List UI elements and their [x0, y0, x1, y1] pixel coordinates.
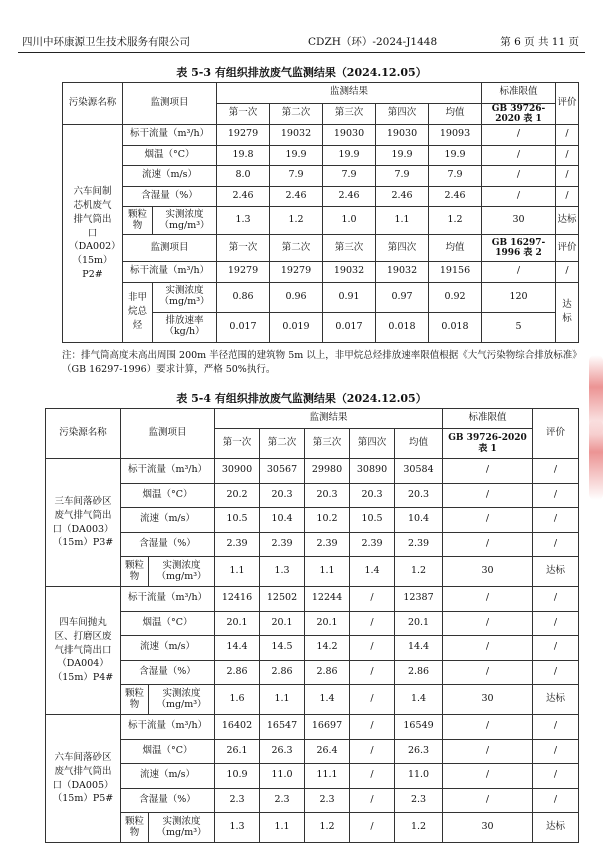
eval-cell: /	[533, 788, 579, 813]
value-cell: 20.3	[350, 483, 395, 508]
limit-cell: /	[443, 764, 533, 789]
header-results: 监测结果	[217, 83, 482, 104]
value-cell: 1.3	[260, 557, 305, 587]
table-5-4	[45, 408, 579, 843]
header-standard: GB 39726-2020 表 1	[482, 103, 556, 125]
value-cell: 20.1	[260, 611, 305, 636]
value-cell: 26.3	[260, 739, 305, 764]
value-cell: 1.3	[217, 207, 270, 235]
value-cell: 10.2	[305, 508, 350, 533]
eval-cell: /	[533, 660, 579, 685]
table-row	[63, 262, 579, 283]
value-cell: 2.39	[305, 532, 350, 557]
table-row	[46, 788, 579, 813]
value-cell: 0.018	[376, 312, 429, 342]
limit-cell: /	[443, 636, 533, 661]
limit-cell: /	[482, 166, 556, 187]
header-run: 第二次	[270, 103, 323, 125]
report-number: CDZH（环）-2024-J1448	[308, 36, 438, 48]
header-run: 均值	[429, 103, 482, 125]
value-cell: 2.3	[260, 788, 305, 813]
source-name: 六车间制芯机废气排气筒出口（DA002）（15m）P2#	[63, 125, 123, 343]
value-cell: 0.96	[270, 282, 323, 312]
table-row	[46, 660, 579, 685]
value-cell: 7.9	[376, 166, 429, 187]
value-cell: 30584	[395, 459, 443, 484]
table-row	[46, 532, 579, 557]
header-run: 均值	[429, 235, 482, 262]
table-row	[46, 557, 579, 587]
header-run: 第四次	[376, 103, 429, 125]
table-row	[63, 235, 579, 262]
item-label: 烟温（°C）	[121, 483, 215, 508]
source-name: 六车间落砂区废气排气筒出口（DA005）（15m）P5#	[46, 715, 121, 843]
value-cell: /	[350, 660, 395, 685]
value-cell: 7.9	[429, 166, 482, 187]
limit-cell: /	[443, 587, 533, 612]
value-cell: 2.39	[395, 532, 443, 557]
item-label: 含湿量（%）	[121, 660, 215, 685]
value-cell: 1.1	[260, 685, 305, 715]
limit-cell: /	[482, 125, 556, 146]
value-cell: 30567	[260, 459, 305, 484]
eval-cell: 达标	[533, 685, 579, 715]
value-cell: 19.9	[429, 145, 482, 166]
table-row	[46, 508, 579, 533]
value-cell: 0.019	[270, 312, 323, 342]
value-cell: 19.9	[270, 145, 323, 166]
value-cell: 16547	[260, 715, 305, 740]
value-cell: /	[350, 685, 395, 715]
eval-cell: /	[533, 587, 579, 612]
header-limit: 标准限值	[482, 83, 556, 104]
value-cell: 16549	[395, 715, 443, 740]
value-cell: /	[350, 611, 395, 636]
table-row	[46, 483, 579, 508]
value-cell: 1.1	[215, 557, 260, 587]
header-run: 均值	[395, 429, 443, 459]
value-cell: 19.9	[376, 145, 429, 166]
value-cell: 0.97	[376, 282, 429, 312]
item-label: 标干流量（m³/h）	[121, 715, 215, 740]
table-5-3-note: 注：排气筒高度未高出周围 200m 半径范围的建筑物 5m 以上，非甲烷总烃排放速率限值根据《大气污染物综合排放标准》（GB 16297-1996）要求计算，严格 50%执行。	[62, 350, 578, 376]
value-cell: 2.39	[260, 532, 305, 557]
value-cell: 26.4	[305, 739, 350, 764]
header-run: 第三次	[305, 429, 350, 459]
group-label: 颗粒物	[121, 813, 149, 843]
value-cell: /	[350, 715, 395, 740]
table-row	[63, 282, 579, 312]
table-row	[46, 764, 579, 789]
item-label: 实测浓度（mg/m³）	[149, 685, 215, 715]
value-cell: 0.018	[429, 312, 482, 342]
item-label: 标干流量（m³/h）	[121, 459, 215, 484]
value-cell: 1.2	[395, 813, 443, 843]
table-row	[46, 611, 579, 636]
value-cell: 20.2	[215, 483, 260, 508]
header-standard: GB 39726-2020 表 1	[443, 429, 533, 459]
value-cell: 10.4	[260, 508, 305, 533]
table-row	[46, 685, 579, 715]
eval-cell: 达标	[533, 557, 579, 587]
header-run: 第一次	[217, 103, 270, 125]
value-cell: 11.0	[260, 764, 305, 789]
item-label: 实测浓度（mg/m³）	[153, 282, 217, 312]
value-cell: /	[350, 739, 395, 764]
value-cell: 19.9	[323, 145, 376, 166]
table-row	[63, 207, 579, 235]
table-row	[46, 587, 579, 612]
value-cell: 8.0	[217, 166, 270, 187]
value-cell: 19030	[323, 125, 376, 146]
eval-cell: /	[533, 459, 579, 484]
item-label: 实测浓度（mg/m³）	[149, 557, 215, 587]
header-run: 第一次	[217, 235, 270, 262]
value-cell: 19032	[376, 262, 429, 283]
eval-cell: /	[556, 186, 579, 207]
header-run: 第四次	[350, 429, 395, 459]
table-row	[46, 409, 579, 429]
limit-cell: 30	[443, 813, 533, 843]
group-label: 颗粒物	[123, 207, 153, 235]
value-cell: 1.2	[305, 813, 350, 843]
value-cell: /	[350, 813, 395, 843]
eval-cell: /	[533, 636, 579, 661]
value-cell: 1.2	[429, 207, 482, 235]
value-cell: 11.1	[305, 764, 350, 789]
value-cell: 1.1	[305, 557, 350, 587]
group-label: 非甲烷总烃	[123, 282, 153, 342]
item-label: 标干流量（m³/h）	[123, 262, 217, 283]
value-cell: 16402	[215, 715, 260, 740]
value-cell: 14.2	[305, 636, 350, 661]
table-row	[63, 186, 579, 207]
table-row	[46, 459, 579, 484]
limit-cell: /	[443, 660, 533, 685]
value-cell: 29980	[305, 459, 350, 484]
header-run: 第三次	[323, 103, 376, 125]
limit-cell: 30	[482, 207, 556, 235]
table-5-3	[62, 82, 579, 343]
value-cell: 1.4	[350, 557, 395, 587]
value-cell: /	[350, 587, 395, 612]
group-label: 颗粒物	[121, 685, 149, 715]
header-results: 监测结果	[215, 409, 443, 429]
eval-cell: /	[556, 166, 579, 187]
limit-cell: 30	[443, 685, 533, 715]
value-cell: 20.1	[305, 611, 350, 636]
header-source: 污染源名称	[63, 83, 123, 125]
value-cell: 1.6	[215, 685, 260, 715]
header-eval: 评价	[556, 235, 579, 262]
value-cell: 0.86	[217, 282, 270, 312]
value-cell: 2.86	[260, 660, 305, 685]
value-cell: 2.46	[429, 186, 482, 207]
item-label: 烟温（°C）	[121, 739, 215, 764]
value-cell: 14.4	[395, 636, 443, 661]
page-number: 第 6 页 共 11 页	[500, 36, 579, 48]
value-cell: 16697	[305, 715, 350, 740]
eval-cell: /	[556, 125, 579, 146]
value-cell: 30900	[215, 459, 260, 484]
header-run: 第一次	[215, 429, 260, 459]
value-cell: 19279	[217, 262, 270, 283]
value-cell: 19032	[270, 125, 323, 146]
value-cell: /	[350, 788, 395, 813]
value-cell: 2.46	[376, 186, 429, 207]
limit-cell: /	[443, 532, 533, 557]
eval-cell: 达标	[533, 813, 579, 843]
eval-cell: /	[533, 532, 579, 557]
value-cell: 0.017	[217, 312, 270, 342]
item-label: 烟温（°C）	[121, 611, 215, 636]
source-name: 四车间抛丸区、打磨区废气排气筒出口（DA004）（15m）P4#	[46, 587, 121, 715]
value-cell: 12387	[395, 587, 443, 612]
eval-cell: 达标	[556, 207, 579, 235]
value-cell: 2.3	[395, 788, 443, 813]
header-eval: 评价	[533, 409, 579, 459]
value-cell: 1.3	[215, 813, 260, 843]
value-cell: 2.3	[215, 788, 260, 813]
seal-mark	[589, 420, 603, 500]
value-cell: 19030	[376, 125, 429, 146]
value-cell: 11.0	[395, 764, 443, 789]
header-item: 监测项目	[123, 235, 217, 262]
limit-cell: /	[443, 611, 533, 636]
item-label: 流速（m/s）	[121, 508, 215, 533]
value-cell: 10.5	[350, 508, 395, 533]
value-cell: 20.3	[395, 483, 443, 508]
value-cell: 19279	[270, 262, 323, 283]
header-standard: GB 16297-1996 表 2	[482, 235, 556, 262]
value-cell: 12244	[305, 587, 350, 612]
table-5-3-caption: 表 5-3 有组织排放废气监测结果（2024.12.05）	[176, 66, 427, 79]
limit-cell: /	[443, 788, 533, 813]
company-name: 四川中环康源卫生技术服务有限公司	[22, 36, 190, 48]
value-cell: 1.2	[270, 207, 323, 235]
value-cell: 2.46	[323, 186, 376, 207]
header-run: 第二次	[260, 429, 305, 459]
header-run: 第三次	[323, 235, 376, 262]
value-cell: 20.1	[395, 611, 443, 636]
value-cell: /	[350, 636, 395, 661]
limit-cell: 5	[482, 312, 556, 342]
value-cell: 20.3	[260, 483, 305, 508]
table-row	[63, 125, 579, 146]
limit-cell: /	[482, 262, 556, 283]
header-item: 监测项目	[121, 409, 215, 459]
value-cell: 30890	[350, 459, 395, 484]
value-cell: 12416	[215, 587, 260, 612]
eval-cell: 达标	[556, 282, 579, 342]
value-cell: 19032	[323, 262, 376, 283]
value-cell: 1.1	[376, 207, 429, 235]
limit-cell: /	[443, 739, 533, 764]
source-name: 三车间落砂区废气排气筒出口（DA003）（15m）P3#	[46, 459, 121, 587]
value-cell: 2.39	[215, 532, 260, 557]
value-cell: 1.4	[395, 685, 443, 715]
eval-cell: /	[533, 764, 579, 789]
value-cell: 1.0	[323, 207, 376, 235]
table-row	[46, 739, 579, 764]
eval-cell: /	[556, 262, 579, 283]
eval-cell: /	[556, 145, 579, 166]
value-cell: 0.017	[323, 312, 376, 342]
table-row	[46, 636, 579, 661]
limit-cell: /	[443, 483, 533, 508]
table-row	[63, 83, 579, 104]
header-source: 污染源名称	[46, 409, 121, 459]
item-label: 流速（m/s）	[121, 636, 215, 661]
value-cell: 19.8	[217, 145, 270, 166]
value-cell: 2.86	[395, 660, 443, 685]
value-cell: /	[350, 764, 395, 789]
value-cell: 19279	[217, 125, 270, 146]
value-cell: 20.1	[215, 611, 260, 636]
item-label: 含湿量（%）	[121, 788, 215, 813]
value-cell: 2.86	[215, 660, 260, 685]
value-cell: 1.4	[305, 685, 350, 715]
item-label: 烟温（°C）	[123, 145, 217, 166]
value-cell: 10.5	[215, 508, 260, 533]
value-cell: 1.2	[395, 557, 443, 587]
value-cell: 26.1	[215, 739, 260, 764]
item-label: 含湿量（%）	[121, 532, 215, 557]
value-cell: 2.46	[270, 186, 323, 207]
value-cell: 7.9	[270, 166, 323, 187]
header-run: 第四次	[376, 235, 429, 262]
value-cell: 10.4	[395, 508, 443, 533]
table-5-4-caption: 表 5-4 有组织排放废气监测结果（2024.12.05）	[176, 392, 427, 405]
eval-cell: /	[533, 715, 579, 740]
value-cell: 1.1	[260, 813, 305, 843]
value-cell: 0.91	[323, 282, 376, 312]
eval-cell: /	[533, 739, 579, 764]
limit-cell: /	[482, 145, 556, 166]
value-cell: 10.9	[215, 764, 260, 789]
page-header	[18, 34, 585, 50]
item-label: 流速（m/s）	[123, 166, 217, 187]
header-divider	[18, 52, 585, 53]
item-label: 排放速率（kg/h）	[153, 312, 217, 342]
header-run: 第二次	[270, 235, 323, 262]
limit-cell: /	[443, 459, 533, 484]
item-label: 流速（m/s）	[121, 764, 215, 789]
value-cell: 14.5	[260, 636, 305, 661]
value-cell: 19093	[429, 125, 482, 146]
item-label: 实测浓度（mg/m³）	[149, 813, 215, 843]
value-cell: 2.46	[217, 186, 270, 207]
item-label: 标干流量（m³/h）	[121, 587, 215, 612]
value-cell: 26.3	[395, 739, 443, 764]
value-cell: 19156	[429, 262, 482, 283]
header-item: 监测项目	[123, 83, 217, 125]
value-cell: 2.3	[305, 788, 350, 813]
eval-cell: /	[533, 611, 579, 636]
limit-cell: /	[443, 508, 533, 533]
value-cell: 14.4	[215, 636, 260, 661]
table-row	[46, 715, 579, 740]
value-cell: 2.86	[305, 660, 350, 685]
limit-cell: 30	[443, 557, 533, 587]
limit-cell: /	[443, 715, 533, 740]
table-row	[63, 166, 579, 187]
eval-cell: /	[533, 483, 579, 508]
limit-cell: /	[482, 186, 556, 207]
group-label: 颗粒物	[121, 557, 149, 587]
table-row	[46, 813, 579, 843]
value-cell: 20.3	[305, 483, 350, 508]
limit-cell: 120	[482, 282, 556, 312]
item-label: 实测浓度（mg/m³）	[153, 207, 217, 235]
value-cell: 7.9	[323, 166, 376, 187]
item-label: 标干流量（m³/h）	[123, 125, 217, 146]
value-cell: 0.92	[429, 282, 482, 312]
item-label: 含湿量（%）	[123, 186, 217, 207]
header-eval: 评价	[556, 83, 579, 125]
value-cell: 12502	[260, 587, 305, 612]
value-cell: 2.39	[350, 532, 395, 557]
eval-cell: /	[533, 508, 579, 533]
header-limit: 标准限值	[443, 409, 533, 429]
table-row	[63, 145, 579, 166]
